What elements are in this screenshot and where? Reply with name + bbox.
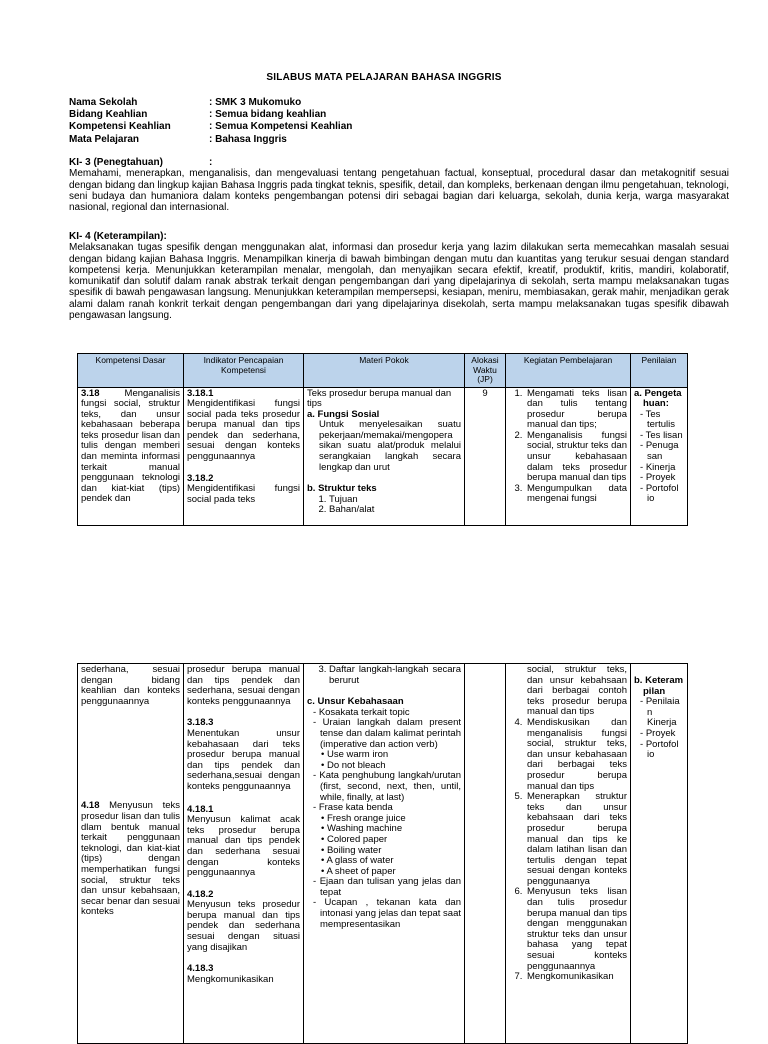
list-item: - Kinerja [640, 463, 684, 474]
identity-row [69, 121, 352, 133]
materi-cell [304, 664, 465, 1044]
indikator-text: Mengkomunikasikan [187, 973, 274, 985]
unsur-kebahasaan-list [307, 771, 461, 813]
ki4-text: Melaksanakan tugas spesifik dengan menggunakan alat, informasi dan prosedur kerja yang lazim dilakukan serta memecahkan masalah sesuai dengan bidang kajian Bahasa Inggris. Menampilkan kinerja di bawah bimbingan dengan mutu dan kuantitas yang terukur sesuai dengan standard kompetensi kerja. Menunjukkan keterampilan menalar, mengolah, dan menyajikan secara efektif, kreatif, produktif, kritis, mandiri, kolaboratif, komunikatif dan solutif dalam ranak abstrak terkait dengan pengembangan dari yang dipelajarinya di sekolah, serta mampu melaksanakan tugas spesifik di bawah pengawasan langsung. Menunjukkan keterampilan mempersepsi, kesiapan, meniru, membiasakan, gerak mahir, menjadikan gerak alami dalam ranah konkrit terkait dengan pengembangan dari yang dipelajarinya disekolah, serta mampu melaksanakan tugas spesifik dibawah pengawasan langsung. [69, 242, 729, 322]
kd-text: sederhana, sesuai dengan bidang keahlian dan konteks penggunaannya [81, 664, 180, 707]
fungsi-sosial-heading: a. Fungsi Sosial [307, 408, 380, 420]
unsur-kebahasaan-list [307, 877, 461, 930]
penilaian-heading: a. Pengeta huan: [634, 387, 682, 410]
alokasi-cell: 9 [465, 387, 506, 525]
indikator-number: 4.18.2 [187, 888, 214, 900]
identity-label: Mata Pelajaran [69, 133, 140, 145]
syllabus-table-continued [77, 663, 688, 1044]
penilaian-cell [631, 664, 688, 1044]
identity-row [69, 134, 352, 146]
penilaian-list [634, 410, 684, 505]
list-item: - Ucapan , tekanan kata dan intonasi yang jelas dan tepat saat mempresentasikan [313, 898, 461, 930]
list-item: • Boiling water [321, 846, 461, 857]
identity-label: Kompetensi Keahlian [69, 121, 171, 133]
indikator-text: Mengidentifikasi fungsi social pada teks prosedur berupa manual dan tips pendek dan sederhana, sesuai dengan konteks penggunaannya [187, 398, 300, 463]
table-row [78, 387, 688, 525]
list-item: 4. Mendiskusikan dan menganalisis fungsi social, struktur teks, dan unsur kebahasaan dari berbagai teks prosedur berupa manual dan tips [525, 718, 627, 792]
list-item: - Ejaan dan tulisan yang jelas dan tepat [313, 877, 461, 898]
kd-number: 3.18 [81, 387, 100, 399]
kd-cell [78, 664, 184, 1044]
kegiatan-text: social, struktur teks, dan unsur kebahsaan dari berbagai contoh teks prosedur berupa manual dan tips [527, 664, 627, 718]
kegiatan-list [509, 718, 627, 983]
header-penilaian: Penilaian [631, 354, 688, 388]
identity-row [69, 109, 352, 121]
list-item: 2. Bahan/alat [329, 505, 461, 516]
header-kegiatan: Kegiatan Pembelajaran [506, 354, 631, 388]
alokasi-cell [465, 664, 506, 1044]
list-item: 7. Mengkomunikasikan [525, 972, 627, 983]
list-item: • A glass of water [321, 856, 461, 867]
ki3-text: Memahami, menerapkan, menganalisis, dan mengevaluasi tentang pengetahuan factual, konseptual, procedural dasar dan metakognitif sesuai dengan bidang dan lingkup kajian Bahasa Inggris pada tingkat teknis, spesifik, detail, dan kompleks, berkenaan dengan ilmu pengetahuan, teknologi, seni budaya dan humaniora dalam konteks pengembangan potensi diri sebagai bagian dari keluarga, sekolah, dunia kerja, warga masyarakat nasional, regional dan internasional. [69, 168, 729, 214]
struktur-teks-heading: b. Struktur teks [307, 483, 377, 495]
kegiatan-cell [506, 387, 631, 525]
kd-text: Menganalisis fungsi social, struktur teks, dan unsur kebahasaan beberapa teks prosedur lisan dan tulis dengan memberi dan meminta informasi terkait manual penggunaan teknologi dan kiat-kiat (tips) pendek dan [81, 387, 180, 505]
list-item: - Proyek [640, 729, 684, 740]
list-item: - Frase kata benda [313, 803, 461, 814]
list-item: • Use warm iron [321, 750, 461, 761]
indikator-number: 4.18.3 [187, 963, 214, 975]
list-item: 3. Daftar langkah-langkah secara berurut [329, 665, 461, 686]
indikator-number: 4.18.1 [187, 803, 214, 815]
identity-value: : SMK 3 Mukomuko [209, 97, 302, 108]
list-item: 6. Menyusun teks lisan dan tulis prosedur berupa manual dan tips dengan menggunakan struktur teks dan unsur bahasa yang tepat sesuai konteks penggunaannya [525, 887, 627, 972]
example-list [307, 814, 461, 878]
list-item: - Kata penghubung langkah/urutan (first, second, next, then, until, while, finally, at last) [313, 771, 461, 803]
list-item: - Portofol io [640, 740, 684, 761]
list-item: - Portofol io [640, 484, 684, 505]
unsur-kebahasaan-list [307, 708, 461, 750]
unsur-kebahasaan-heading: c. Unsur Kebahasaan [307, 696, 404, 708]
penilaian-heading: b. Keteram pilan [634, 675, 684, 697]
indikator-number: 3.18.2 [187, 472, 214, 484]
list-item: - Proyek [640, 473, 684, 484]
list-item: • Do not bleach [321, 761, 461, 772]
indikator-number: 3.18.1 [187, 387, 214, 399]
list-item: • A sheet of paper [321, 867, 461, 878]
materi-intro: Teks prosedur berupa manual dan tips [307, 387, 452, 410]
ki4-heading: KI- 4 (Keterampilan): [69, 231, 167, 242]
identity-value: : Semua bidang keahlian [209, 109, 327, 121]
ki3-heading: KI- 3 (Penegtahuan) : [69, 157, 213, 168]
header-kompetensi-dasar: Kompetensi Dasar [78, 354, 184, 388]
example-list [307, 750, 461, 771]
list-item: • Fresh orange juice [321, 814, 461, 825]
indikator-text: Mengidentifikasi fungsi social pada teks [187, 483, 300, 505]
header-alokasi-waktu: Alokasi Waktu (JP) [465, 354, 506, 388]
indikator-cell [184, 664, 304, 1044]
kd-text: Menyusun teks prosedur lisan dan tulis dlam bentuk manual terkait penggunaan teknologi, dan kiat-kiat (tips) dengan memperhatikan fungsi social, struktur teks dan unsur kebahsaan, secar benar dan sesuai konteks [81, 800, 180, 918]
kegiatan-cell [506, 664, 631, 1044]
identity-label: Bidang Keahlian [69, 109, 148, 121]
materi-cell [304, 387, 465, 525]
penilaian-list [634, 697, 684, 761]
struktur-teks-list [307, 495, 461, 516]
struktur-teks-list [307, 665, 461, 686]
kd-cell [78, 387, 184, 525]
list-item: • Washing machine [321, 824, 461, 835]
identity-label: Nama Sekolah [69, 97, 138, 108]
indikator-text: prosedur berupa manual dan tips pendek dan sederhana, sesuai dengan konteks penggunaannya [187, 664, 300, 707]
list-item: 5. Menerapkan struktur teks dan unsur kebahsaan dari teks prosedur berupa manual dan tips ke dalam latihan lisan dan tertulis dengan tepat sesuai dengan konteks penggunaanya [525, 792, 627, 887]
indikator-text: Menyusun teks prosedur berupa manual dan tips pendek dan sederhana sesuai dengan situasi yang disajikan [187, 899, 300, 953]
list-item: - Penuga san [640, 441, 684, 462]
list-item: 1. Tujuan [329, 495, 461, 506]
table-row [78, 664, 688, 1044]
list-item: 2. Menganalisis fungsi social, struktur teks dan unsur kebahasaan dalam teks prosedur berupa manual dan tips [525, 431, 627, 484]
fungsi-sosial-text: Untuk menyelesaikan suatu pekerjaan/memakai/mengopera sikan suatu alat/produk melalui serangkaian langkah secara lengkap dan urut [319, 419, 461, 473]
school-identity [69, 97, 352, 146]
indikator-number: 3.18.3 [187, 717, 214, 729]
identity-value: : Bahasa Inggris [209, 133, 287, 145]
list-item: 1. Mengamati teks lisan dan tulis tentang prosedur berupa manual dan tips; [525, 389, 627, 431]
page-title: SILABUS MATA PELAJARAN BAHASA INGGRIS [266, 72, 502, 83]
list-item: - Tes tertulis [640, 410, 684, 431]
list-item: - Penilaia n Kinerja [640, 697, 684, 729]
identity-value: : Semua Kompetensi Keahlian [209, 121, 353, 133]
identity-row [69, 97, 352, 109]
header-materi-pokok: Materi Pokok [304, 354, 465, 388]
list-item: 3. Mengumpulkan data mengenai fungsi [525, 484, 627, 505]
indikator-cell [184, 387, 304, 525]
syllabus-table-top [77, 353, 688, 526]
list-item: - Kosakata terkait topic [313, 708, 461, 719]
list-item: - Tes lisan [640, 431, 684, 442]
indikator-text: Menentukan unsur kebahasaan dari teks prosedur berupa manual dan tips pendek dan sederhana,sesuai dengan konteks penggunaannya [187, 727, 300, 792]
ki4-section [69, 231, 729, 321]
indikator-text: Menyusun kalimat acak teks prosedur berupa manual dan tips pendek dan sederhana sesuai dengan konteks penggunaannya [187, 814, 300, 879]
penilaian-cell [631, 387, 688, 525]
header-indikator: Indikator Pencapaian Kompetensi [184, 354, 304, 388]
kegiatan-list [509, 389, 627, 506]
kd-number: 4.18 [81, 800, 100, 812]
list-item: - Uraian langkah dalam present tense dan dalam kalimat perintah (imperative dan action verb) [313, 718, 461, 750]
table-header-row [78, 354, 688, 388]
ki3-section [69, 157, 729, 213]
list-item: • Colored paper [321, 835, 461, 846]
